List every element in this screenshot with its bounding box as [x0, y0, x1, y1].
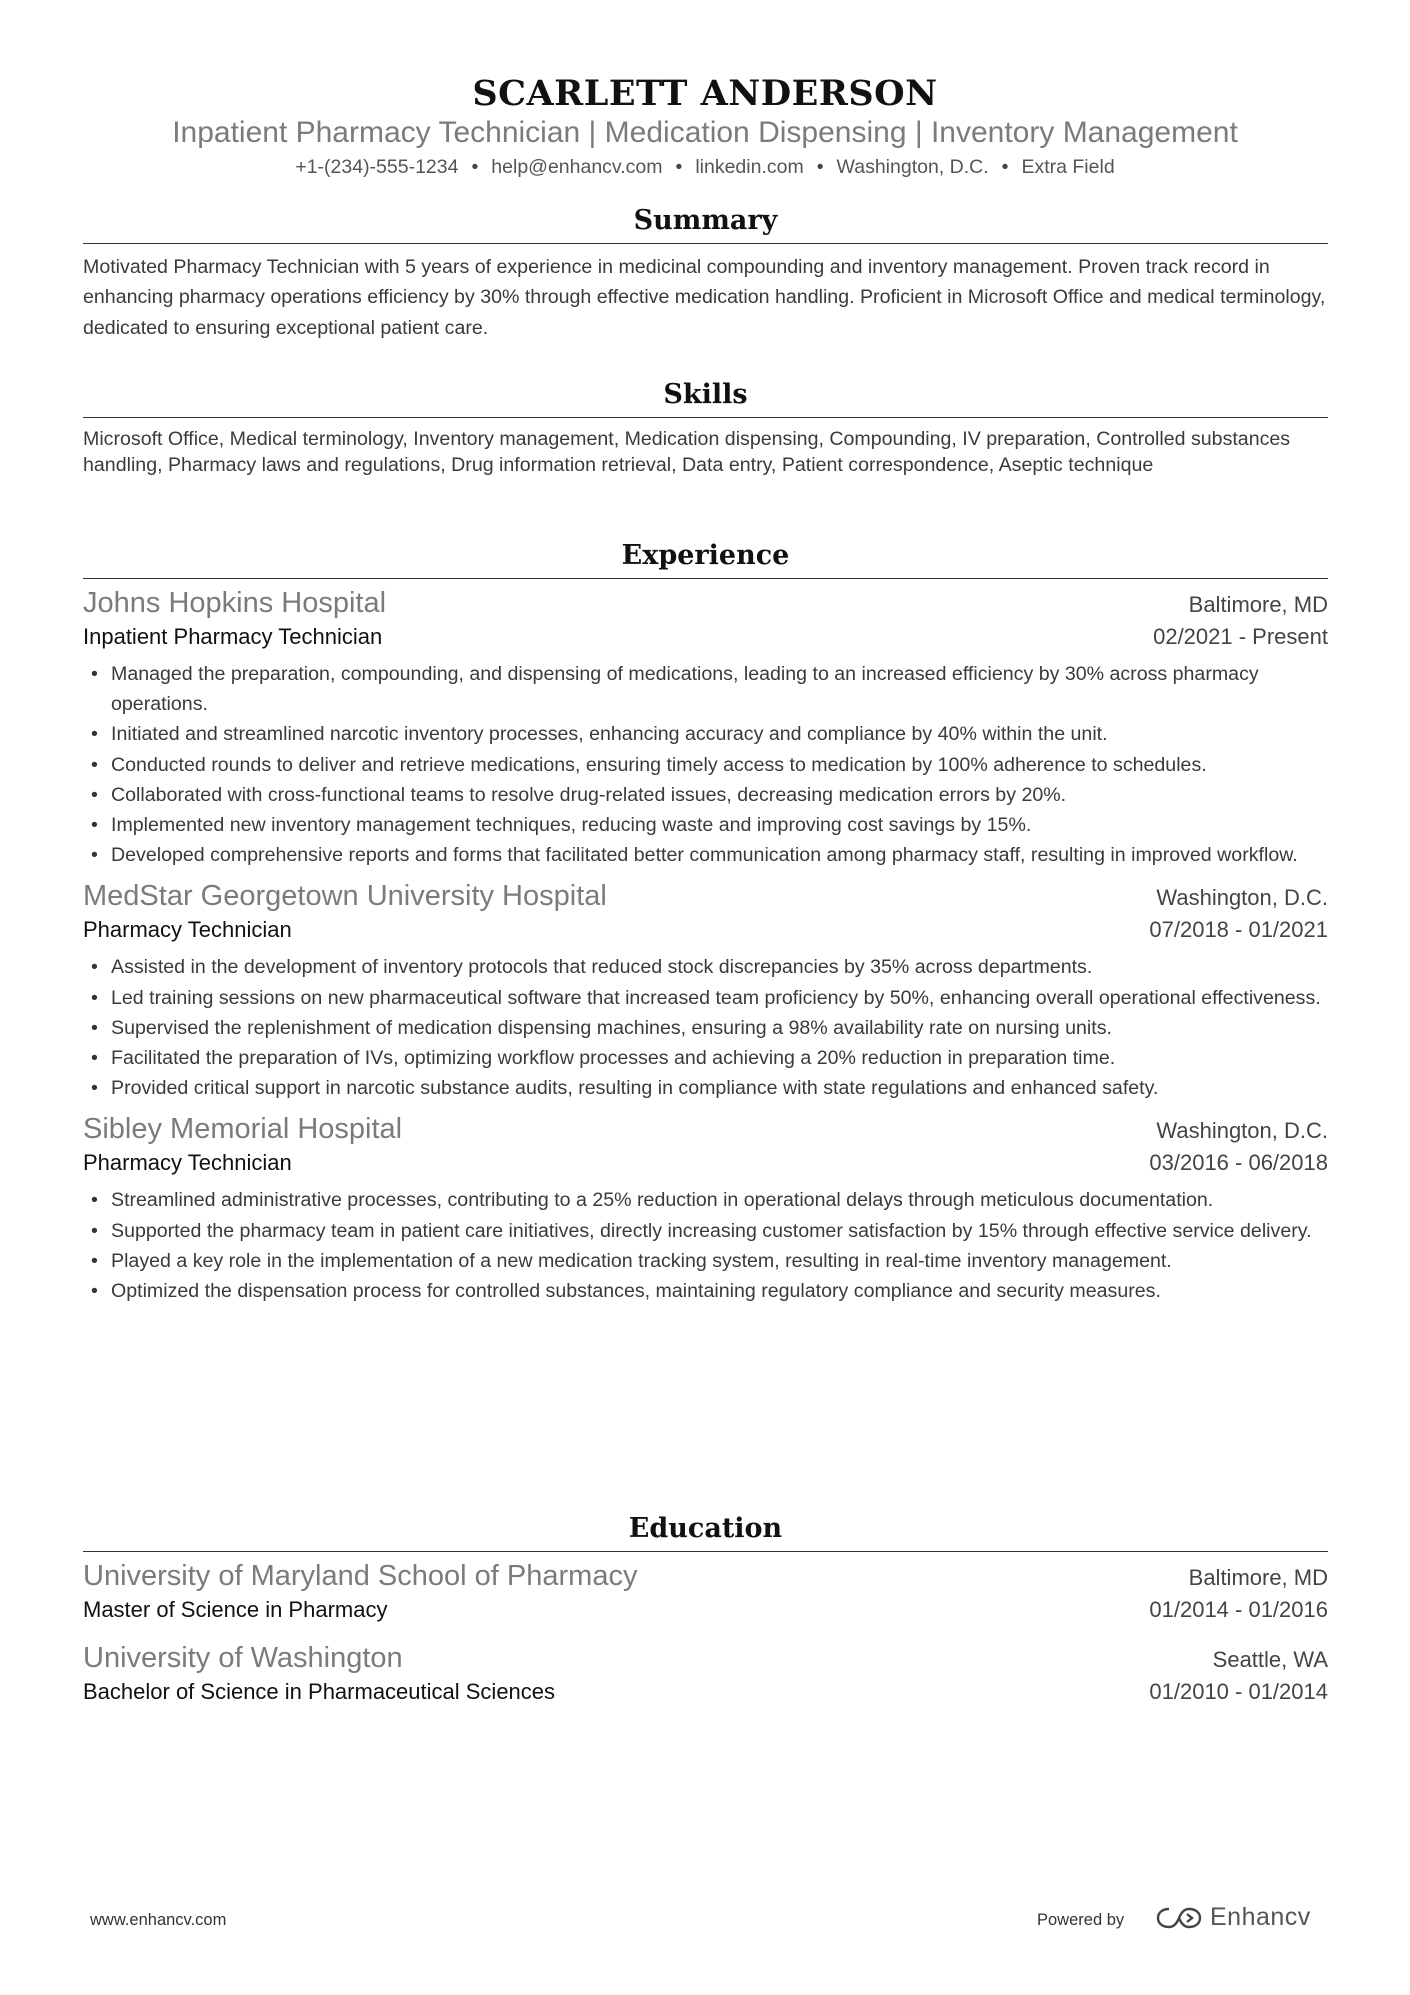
list-item: • Managed the preparation, compounding, and dispensing of medications, leading to an increased efficiency by 30% across pharmacy operations.: [83, 659, 1328, 719]
employer-location: Washington, D.C.: [1156, 1118, 1328, 1144]
contact-separator: •: [675, 156, 683, 178]
school-name: University of Washington: [83, 1642, 403, 1674]
job-dates: 02/2021 - Present: [1153, 624, 1328, 649]
enhancv-logo-icon: [1156, 1905, 1202, 1931]
list-item: • Collaborated with cross-functional teams to resolve drug-related issues, decreasing medication errors by 20%.: [83, 780, 1328, 810]
list-item: • Supported the pharmacy team in patient care initiatives, directly increasing customer satisfaction by 15% through effective service delivery.: [83, 1216, 1328, 1246]
education-section: [83, 1512, 1328, 1708]
education-heading: Education: [83, 1512, 1328, 1552]
experience-section: [83, 539, 1328, 1306]
footer-url-link[interactable]: www.enhancv.com: [90, 1911, 227, 1929]
achievement-list: [83, 1185, 1328, 1306]
job-title: Pharmacy Technician: [83, 917, 292, 943]
degree-name: Bachelor of Science in Pharmaceutical Sciences: [83, 1679, 556, 1704]
summary-section: [83, 204, 1328, 343]
contact-line: [0, 154, 1410, 180]
achievement-list: [83, 952, 1328, 1103]
list-item: • Provided critical support in narcotic substance audits, resulting in compliance with state regulations and enhanced safety.: [83, 1073, 1328, 1103]
contact-separator: •: [471, 156, 479, 178]
job-dates: 03/2016 - 06/2018: [1149, 1150, 1328, 1176]
study-dates: 01/2014 - 01/2016: [1149, 1597, 1328, 1622]
powered-by-label: Powered by: [1037, 1911, 1125, 1929]
list-item: • Supervised the replenishment of medication dispensing machines, ensuring a 98% availability rate on nursing units.: [83, 1013, 1328, 1043]
experience-entry: [83, 1111, 1328, 1306]
list-item: • Developed comprehensive reports and forms that facilitated better communication among pharmacy staff, resulting in improved workflow.: [83, 840, 1328, 870]
contact-email[interactable]: help@enhancv.com: [491, 156, 663, 178]
employer-location: Baltimore, MD: [1188, 592, 1328, 617]
contact-separator: •: [1001, 156, 1009, 178]
list-item: • Led training sessions on new pharmaceutical software that increased team proficiency by 50%, enhancing overall operational effectiveness.: [83, 983, 1328, 1013]
employer-name: Johns Hopkins Hospital: [83, 587, 387, 619]
list-item: • Implemented new inventory management techniques, reducing waste and improving cost savings by 15%.: [83, 810, 1328, 840]
achievement-list: [83, 659, 1328, 870]
school-location: Baltimore, MD: [1188, 1565, 1328, 1590]
contact-linkedin[interactable]: linkedin.com: [695, 156, 804, 178]
summary-text: Motivated Pharmacy Technician with 5 years of experience in medicinal compounding and inventory management. Proven track record in enhancing pharmacy operations efficiency by 30% through effective medication handling. Proficient in Microsoft Office and medical terminology, dedicated to ensuring exceptional patient care.: [83, 256, 1326, 339]
skills-section: [83, 378, 1328, 478]
candidate-title: Inpatient Pharmacy Technician | Medication Dispensing | Inventory Management: [172, 116, 1238, 149]
resume-header: [0, 74, 1410, 180]
contact-phone: +1-(234)-555-1234: [295, 156, 459, 178]
contact-extra: Extra Field: [1021, 156, 1115, 178]
education-entry: [83, 1640, 1328, 1708]
list-item: • Streamlined administrative processes, contributing to a 25% reduction in operational delays through meticulous documentation.: [83, 1185, 1328, 1215]
list-item: • Facilitated the preparation of IVs, optimizing workflow processes and achieving a 20% reduction in preparation time.: [83, 1043, 1328, 1073]
contact-location: Washington, D.C.: [836, 156, 989, 178]
list-item: • Assisted in the development of inventory protocols that reduced stock discrepancies by 35% across departments.: [83, 952, 1328, 982]
experience-heading: Experience: [83, 539, 1328, 579]
list-item: • Initiated and streamlined narcotic inventory processes, enhancing accuracy and compliance by 40% within the unit.: [83, 719, 1328, 749]
brand-name: Enhancv: [1210, 1903, 1311, 1931]
degree-name: Master of Science in Pharmacy: [83, 1597, 388, 1622]
skills-heading: Skills: [83, 378, 1328, 418]
list-item: • Conducted rounds to deliver and retrieve medications, ensuring timely access to medication by 100% adherence to schedules.: [83, 750, 1328, 780]
list-item: • Played a key role in the implementation of a new medication tracking system, resulting in real-time inventory management.: [83, 1246, 1328, 1276]
job-dates: 07/2018 - 01/2021: [1149, 917, 1328, 943]
employer-name: MedStar Georgetown University Hospital: [83, 880, 607, 913]
enhancv-brand[interactable]: [1156, 1903, 1311, 1932]
study-dates: 01/2010 - 01/2014: [1149, 1679, 1328, 1704]
school-name: University of Maryland School of Pharmacy: [83, 1560, 638, 1592]
job-title: Pharmacy Technician: [83, 1150, 292, 1176]
contact-separator: •: [816, 156, 824, 178]
school-location: Seattle, WA: [1212, 1647, 1328, 1672]
summary-heading: Summary: [83, 204, 1328, 244]
education-entry: [83, 1558, 1328, 1626]
page-footer: [0, 1903, 1410, 1937]
candidate-name: SCARLETT ANDERSON: [472, 73, 938, 114]
list-item: • Optimized the dispensation process for controlled substances, maintaining regulatory compliance and security measures.: [83, 1276, 1328, 1306]
experience-entry: [83, 585, 1328, 870]
skills-text: Microsoft Office, Medical terminology, Inventory management, Medication dispensing, Compounding, IV preparation, Controlled substances handling, Pharmacy laws and regulations, Drug information retrieval, Data entry, Patient correspondence, Aseptic technique: [83, 428, 1291, 476]
employer-name: Sibley Memorial Hospital: [83, 1113, 403, 1146]
experience-entry: [83, 878, 1328, 1103]
job-title: Inpatient Pharmacy Technician: [83, 624, 383, 649]
employer-location: Washington, D.C.: [1156, 885, 1328, 911]
